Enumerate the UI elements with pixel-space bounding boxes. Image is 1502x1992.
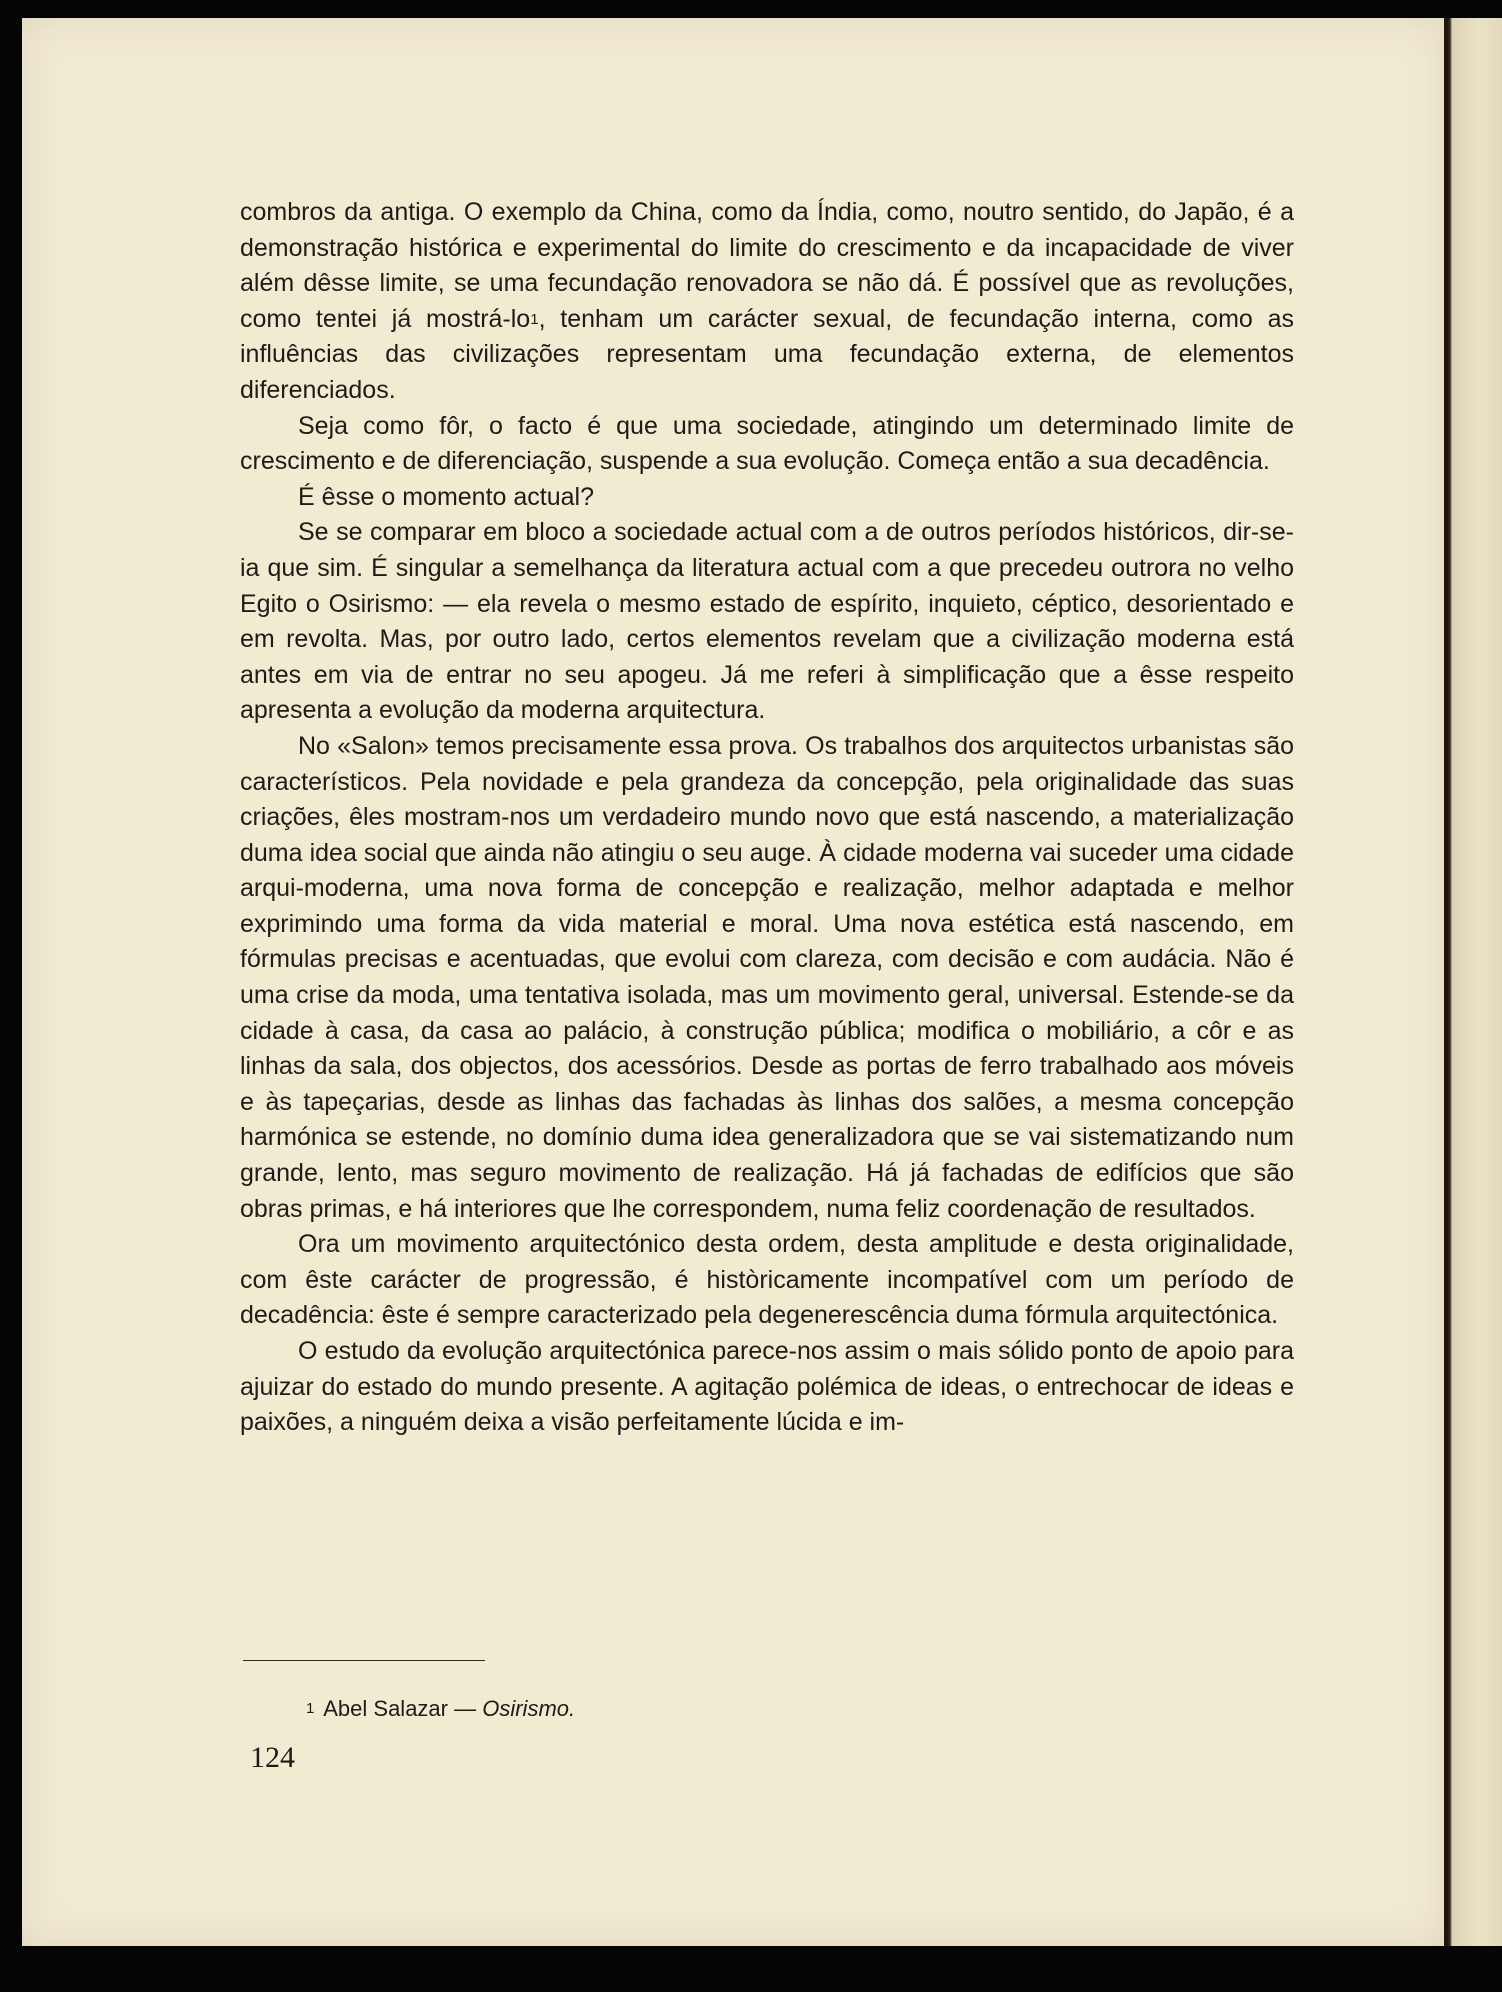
body-text [240,195,1294,1441]
paragraph-7: O estudo da evolução arquitectónica parece-nos assim o mais sólido ponto de apoio para ajuizar do estado do mundo presente. A agitação polémica de ideas, o entrechocar de ideas e paixões, a ninguém deixa a visão perfeitamente lúcida e im- [240,1337,1294,1437]
next-page-edge [1444,18,1502,1946]
paragraph-1 [240,195,1294,409]
page-number: 124 [250,1741,295,1774]
page-gutter-line [1444,18,1448,1946]
footnote-title: Osirismo. [482,1696,576,1721]
footnote-reference: 1 [530,310,539,328]
paragraph-1-text: combros da antiga. O exemplo da China, como da Índia, como, noutro sentido, do Japão, é a demonstração histórica e experimental do limite do crescimento e da incapacidade de viver além dêsse limite, se uma fecundação renovadora se não dá. É possível que as revoluções, como tentei já mostrá-lo [240,198,1294,333]
footnote [306,1695,575,1723]
paragraph-6: Ora um movimento arquitectónico desta ordem, desta amplitude e desta originalidade, com êste carácter de progressão, é històricamente incompatível com um período de decadência: êste é sempre caracterizado pela degenerescência duma fórmula arquitectónica. [240,1230,1294,1330]
paragraph-3: É êsse o momento actual? [298,482,594,511]
paragraph-1-text-continued: , tenham um carácter sexual, de fecundação interna, como as influências das civilizações representam uma fecundação externa, de elementos diferenciados. [240,304,1294,404]
footnote-divider [243,1660,485,1661]
footnote-author: Abel Salazar — [323,1696,477,1721]
paragraph-5: No «Salon» temos precisamente essa prova. Os trabalhos dos arquitectos urbanistas são característicos. Pela novidade e pela grandeza da concepção, pela originalidade das suas criações, êles mostram-nos um verdadeiro mundo novo que está nascendo, a materialização duma idea social que ainda não atingiu o seu auge. À cidade moderna vai suceder uma cidade arqui-moderna, uma nova forma de concepção e realização, melhor adaptada e melhor exprimindo uma forma da vida material e moral. Uma nova estética está nascendo, em fórmulas precisas e acentuadas, que evolui com clareza, com decisão e com audácia. Não é uma crise da moda, uma tentativa isolada, mas um movimento geral, universal. Estende-se da cidade à casa, da casa ao palácio, à construção pública; modifica o mobiliário, a côr e as linhas da sala, dos objectos, dos acessórios. Desde as portas de ferro trabalhado aos móveis e às tapeçarias, desde as linhas das fachadas às linhas dos salões, a mesma concepção harmónica se estende, no domínio duma idea generalizadora que se vai sistematizando num grande, lento, mas seguro movimento de realização. Há já fachadas de edifícios que são obras primas, e há interiores que lhe correspondem, numa feliz coordenação de resultados. [240,731,1294,1223]
paragraph-4: Se se comparar em bloco a sociedade actual com a de outros períodos históricos, dir-se-ia que sim. É singular a semelhança da literatura actual com a que precedeu outrora no velho Egito o Osirismo: — ela revela o mesmo estado de espírito, inquieto, céptico, desorientado e em revolta. Mas, por outro lado, certos elementos revelam que a civilização moderna está antes em via de entrar no seu apogeu. Já me referi à simplificação que a êsse respeito apresenta a evolução da moderna arquitectura. [240,518,1294,725]
footnote-mark: 1 [306,1700,315,1717]
paragraph-2: Seja como fôr, o facto é que uma sociedade, atingindo um determinado limite de crescimento e de diferenciação, suspende a sua evolução. Começa então a sua decadência. [240,411,1294,476]
